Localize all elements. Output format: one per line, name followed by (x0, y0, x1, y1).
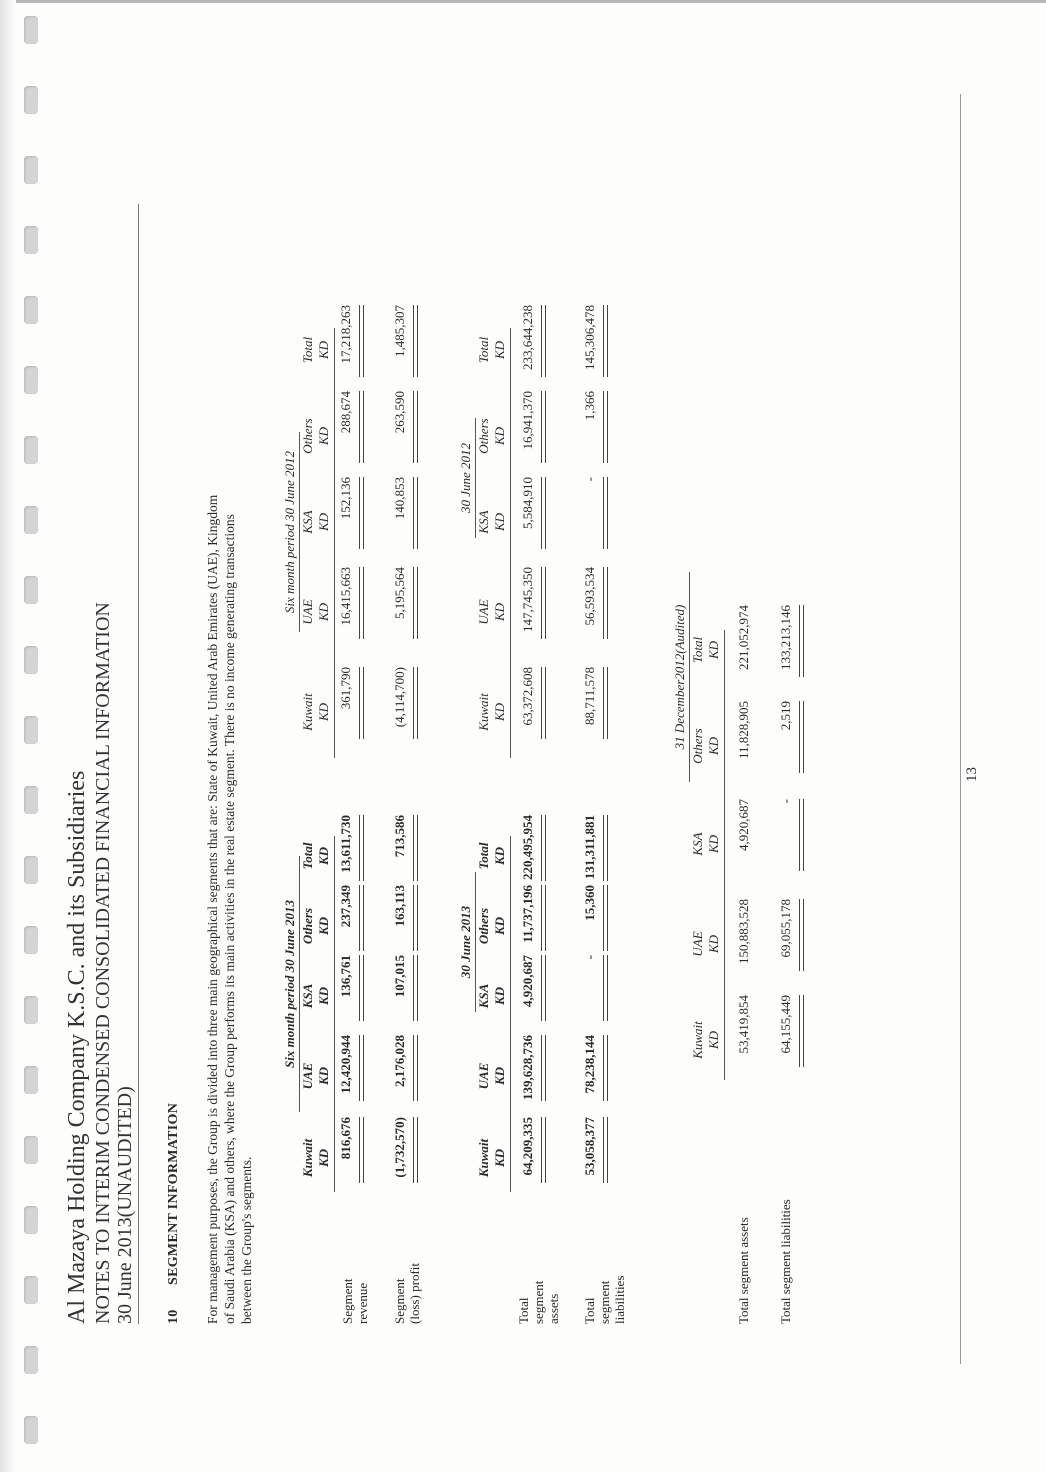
column-header-ksa: KSA (300, 510, 315, 534)
double-underline (603, 955, 608, 1021)
double-underline (799, 701, 804, 773)
column-unit: KD (316, 1148, 331, 1168)
section-title: SEGMENT INFORMATION (166, 1102, 181, 1285)
double-underline (413, 477, 418, 549)
double-underline (413, 391, 418, 463)
paragraph-line-2: of Saudi Arabia (KSA) and others, where the Group performs its main activities in the real estate segment. There is no income generating transactions (222, 514, 237, 1324)
double-underline (359, 391, 364, 463)
column-unit: KD (492, 986, 507, 1006)
period-dec-2012: 31 December2012(Audited) (672, 572, 690, 782)
column-header-kuwait: Kuwait (300, 693, 315, 731)
double-underline (541, 567, 546, 639)
period-2013-balance: 30 June 2013 (458, 872, 476, 1012)
company-name: Al Mazaya Holding Company K.S.C. and its Subsidiaries (64, 770, 90, 1324)
double-underline (359, 305, 364, 377)
paragraph-line-1: For management purposes, the Group is divided into three main geographical segments that are: State of Kuwait, United Arab Emirates (UAE), Kingdom (205, 494, 220, 1324)
column-unit: KD (492, 702, 507, 722)
double-underline (603, 885, 608, 951)
table-cell: 220,495,954 (520, 815, 535, 880)
double-underline (799, 995, 804, 1067)
column-unit: KD (492, 512, 507, 532)
period-2013: Six month period 30 June 2013 (282, 856, 300, 1112)
table-cell: - (778, 799, 793, 804)
column-header-others: Others (690, 728, 705, 764)
double-underline (413, 567, 418, 639)
paragraph-line-3: between the Group's segments. (239, 1156, 254, 1324)
table-cell: 133,213,146 (778, 605, 793, 670)
table-cell: 152,136 (338, 477, 353, 520)
table-cell: 53,058,377 (582, 1117, 597, 1176)
column-unit: KD (316, 512, 331, 532)
column-header-uae: UAE (300, 1062, 315, 1090)
column-unit: KD (492, 1066, 507, 1086)
table-cell: 4,920,687 (520, 955, 535, 1007)
table-cell: 88,711,578 (582, 667, 597, 726)
table-cell: 107,015 (392, 955, 407, 998)
page-number: 13 (964, 767, 980, 782)
column-unit: KD (706, 640, 721, 660)
table-cell: 1,485,307 (392, 305, 407, 357)
table-cell: 11,828,905 (736, 701, 751, 760)
column-unit: KD (316, 916, 331, 936)
column-unit: KD (316, 846, 331, 866)
column-unit: KD (492, 340, 507, 360)
column-header-others: Others (476, 907, 491, 945)
table-cell: 64,209,335 (520, 1117, 535, 1176)
double-underline (359, 667, 364, 739)
double-underline (541, 815, 546, 881)
table-cell: 139,628,736 (520, 1035, 535, 1100)
column-header-uae: UAE (476, 1062, 491, 1090)
double-underline (541, 885, 546, 951)
double-underline (603, 391, 608, 463)
column-unit: KD (492, 916, 507, 936)
column-unit: KD (492, 602, 507, 622)
column-unit: KD (316, 426, 331, 446)
column-unit: KD (492, 846, 507, 866)
table-cell: 11,737,196 (520, 885, 535, 943)
double-underline (413, 305, 418, 377)
double-underline (413, 885, 418, 951)
table-cell: 16,941,370 (520, 391, 535, 450)
table-cell: 64,155,449 (778, 995, 793, 1054)
header-underline (724, 630, 725, 1080)
table-cell: 263,590 (392, 391, 407, 434)
table-cell: 136,761 (338, 955, 353, 998)
column-header-total: Total (476, 336, 491, 364)
row-label-dec-assets: Total segment assets (736, 1217, 751, 1324)
table-cell: 53,419,854 (736, 995, 751, 1054)
row-label-dec-liabilities: Total segment liabilities (778, 1199, 793, 1324)
column-header-kuwait: Kuwait (476, 1138, 491, 1178)
column-header-others: Others (300, 418, 315, 454)
table-cell: 147,745,350 (520, 567, 535, 632)
table-cell: 63,372,608 (520, 667, 535, 726)
table-cell: - (582, 955, 597, 960)
double-underline (541, 1035, 546, 1101)
table-cell: 140,853 (392, 477, 407, 520)
double-underline (603, 567, 608, 639)
column-header-kuwait: Kuwait (690, 1021, 705, 1059)
double-underline (541, 955, 546, 1021)
footer-rule (960, 94, 961, 1364)
row-label-segment-profit: Segment (loss) profit (392, 1262, 422, 1324)
double-underline (359, 885, 364, 951)
row-label-segment-revenue: Segment revenue (340, 1278, 370, 1324)
double-underline (413, 667, 418, 739)
column-unit: KD (492, 426, 507, 446)
double-underline (413, 815, 418, 881)
table-cell: 13,611,730 (338, 815, 353, 873)
column-header-kuwait: Kuwait (476, 693, 491, 731)
double-underline (799, 605, 804, 677)
header-underline (510, 836, 511, 1192)
double-underline (359, 815, 364, 881)
table-cell: 12,420,944 (338, 1035, 353, 1094)
table-cell: 233,644,238 (520, 305, 535, 370)
table-cell: (1,732,570) (392, 1117, 407, 1178)
column-header-others: Others (476, 418, 491, 454)
column-header-uae: UAE (476, 599, 491, 625)
section-number: 10 (166, 1309, 181, 1324)
table-cell: 5,195,564 (392, 567, 407, 619)
header-underline (510, 328, 511, 758)
table-cell: 1,366 (582, 391, 597, 421)
double-underline (603, 477, 608, 549)
column-header-kuwait: Kuwait (300, 1138, 315, 1178)
double-underline (541, 1117, 546, 1183)
double-underline (359, 955, 364, 1021)
double-underline (413, 1117, 418, 1183)
table-cell: 5,584,910 (520, 477, 535, 529)
period-2012: Six month period 30 June 2012 (282, 432, 300, 632)
double-underline (603, 1117, 608, 1183)
table-cell: 237,349 (338, 885, 353, 928)
table-cell: 16,415,663 (338, 567, 353, 626)
double-underline (541, 305, 546, 377)
column-unit: KD (316, 1066, 331, 1086)
double-underline (603, 305, 608, 377)
column-unit: KD (316, 986, 331, 1006)
report-date: 30 June 2013(UNAUDITED) (114, 1086, 136, 1324)
double-underline (541, 391, 546, 463)
column-unit: KD (316, 602, 331, 622)
table-cell: 713,586 (392, 815, 407, 858)
column-header-total: Total (300, 336, 315, 364)
double-underline (359, 567, 364, 639)
header-underline (334, 328, 335, 758)
double-underline (799, 799, 804, 871)
column-unit: KD (706, 1030, 721, 1050)
table-cell: - (582, 477, 597, 482)
double-underline (359, 1117, 364, 1183)
column-header-total: Total (690, 636, 705, 664)
table-cell: 131,311,881 (582, 815, 597, 880)
table-cell: 15,360 (582, 885, 597, 921)
period-2012-balance: 30 June 2012 (458, 418, 476, 538)
table-cell: 288,674 (338, 391, 353, 434)
table-cell: 2,519 (778, 701, 793, 731)
double-underline (359, 1035, 364, 1101)
column-header-others: Others (300, 907, 315, 945)
report-title: NOTES TO INTERIM CONDENSED CONSOLIDATED FINANCIAL INFORMATION (92, 602, 114, 1324)
table-cell: 145,306,478 (582, 305, 597, 370)
double-underline (541, 667, 546, 739)
column-unit: KD (706, 834, 721, 854)
table-cell: 4,920,687 (736, 799, 751, 851)
table-cell: 56,593,534 (582, 567, 597, 626)
header-rule (138, 204, 139, 1324)
table-cell: 69,055,178 (778, 899, 793, 958)
table-cell: 78,238,144 (582, 1035, 597, 1094)
column-header-ksa: KSA (476, 983, 491, 1009)
double-underline (413, 955, 418, 1021)
double-underline (413, 1035, 418, 1101)
double-underline (799, 899, 804, 971)
table-cell: 2,176,028 (392, 1035, 407, 1087)
table-cell: (4,114,700) (392, 667, 407, 728)
column-unit: KD (316, 702, 331, 722)
column-header-ksa: KSA (690, 832, 705, 856)
column-unit: KD (492, 1148, 507, 1168)
table-cell: 163,113 (392, 885, 407, 927)
table-cell: 361,790 (338, 667, 353, 710)
column-header-total: Total (476, 842, 491, 870)
column-header-total: Total (300, 842, 315, 870)
table-cell: 816,676 (338, 1117, 353, 1160)
column-header-ksa: KSA (300, 983, 315, 1009)
double-underline (603, 1035, 608, 1101)
column-header-ksa: KSA (476, 510, 491, 534)
double-underline (603, 667, 608, 739)
table-cell: 150,883,528 (736, 899, 751, 964)
row-label-total-assets: Total segment assets (516, 1280, 561, 1324)
column-unit: KD (706, 934, 721, 954)
double-underline (603, 815, 608, 881)
row-label-total-liabilities: Total segment liabilities (582, 1275, 627, 1324)
table-cell: 221,052,974 (736, 605, 751, 670)
header-underline (334, 836, 335, 1192)
double-underline (359, 477, 364, 549)
table-cell: 17,218,263 (338, 305, 353, 364)
column-unit: KD (706, 736, 721, 756)
column-header-uae: UAE (690, 931, 705, 957)
double-underline (541, 477, 546, 549)
column-unit: KD (316, 340, 331, 360)
column-header-uae: UAE (300, 599, 315, 625)
